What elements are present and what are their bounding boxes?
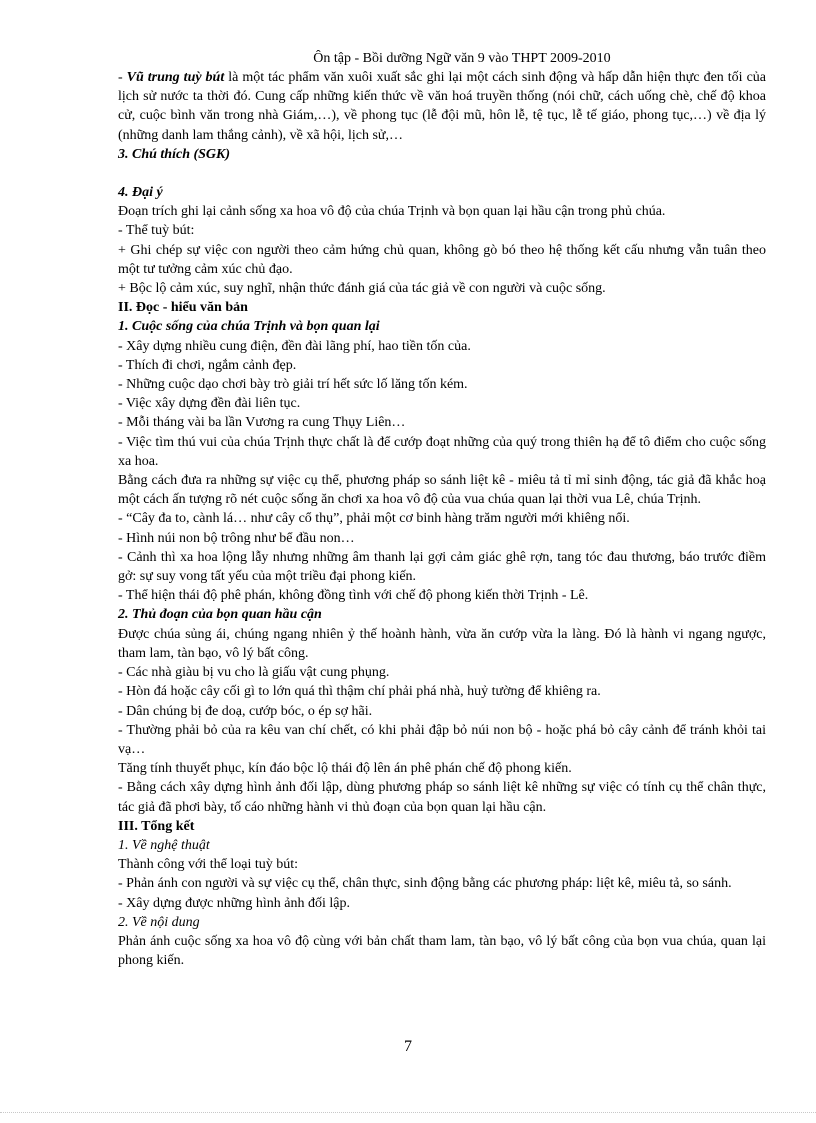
art-heading: 1. Về nghệ thuật <box>118 837 210 853</box>
section-4-line: + Ghi chép sự việc con người theo cảm hứng chủ quan, không gò bó theo hệ thống kết cấu nhưng vẫn tuân theo một tư tưởng cảm xúc chủ đạo. <box>118 242 766 277</box>
art-line: - Phản ánh con người và sự việc cụ thể, chân thực, sinh động bằng các phương pháp: liệt kê, miêu tả, so sánh. <box>118 876 732 892</box>
part-2-sub-1-line: - Xây dựng nhiều cung điện, đền đài lãng phí, hao tiền tốn của. <box>118 338 471 354</box>
part-2-sub-2-line: Được chúa sủng ái, chúng ngang nhiên ỷ thế hoành hành, vừa ăn cướp vừa la làng. Đó là hành vi ngang ngược, tham lam, tàn bạo, vô lý bất công. <box>118 626 766 661</box>
document-page <box>118 50 766 970</box>
section-4-line: + Bộc lộ cảm xúc, suy nghĩ, nhận thức đánh giá của tác giả về con người và cuộc sống. <box>118 281 606 297</box>
part-2-sub-2-line: - Dân chúng bị đe doạ, cướp bóc, o ép sợ hãi. <box>118 703 373 719</box>
content-heading: 2. Về nội dung <box>118 914 200 930</box>
blank-line <box>118 164 766 183</box>
part-2-sub-2-line: - Thường phải bỏ của ra kêu van chí chết, có khi phải đập bỏ núi non bộ - hoặc phá bỏ cây cảnh để tránh khỏi tai vạ… <box>118 722 766 757</box>
part-2-sub-1-line: - Cảnh thì xa hoa lộng lẫy nhưng những âm thanh lại gợi cảm giác ghê rợn, tang tóc đau thương, báo trước điềm gở: sự suy vong tất yếu của một triều đại phong kiến. <box>118 549 766 585</box>
part-2-sub-1-line: - Hình núi non bộ trông như bể đầu non… <box>118 530 355 546</box>
section-4-heading: 4. Đại ý <box>118 185 163 201</box>
part-2-sub-1-line: - Thích đi chơi, ngắm cảnh đẹp. <box>118 357 297 373</box>
art-line: Thành công với thể loại tuỳ bút: <box>118 857 299 873</box>
intro-text: là một tác phẩm văn xuôi xuất sắc ghi lại một cách sinh động và hấp dẫn hiện thực đen tối của lịch sử nước ta thời đó. Cung cấp những kiến thức về văn hoá truyền thống (nói chữ, cách uống chè, chế độ khoa cử, cuộc bình văn trong nhà Giám,…), về phong tục (lễ đội mũ, hôn lễ, tệ tục, lễ tế giáo, phong tục,…) về địa lý (những danh lam thắng cảnh), về xã hội, lịch sử,… <box>118 70 766 143</box>
part-2-sub-1-line: - Mỗi tháng vài ba lần Vương ra cung Thụy Liên… <box>118 415 406 431</box>
part-2-sub-1-line: Bằng cách đưa ra những sự việc cụ thể, phương pháp so sánh liệt kê - miêu tả tỉ mỉ sinh động, tác giả đã khắc hoạ một cách ấn tượng rõ nét cuộc sống ăn chơi xa hoa vô độ của vua chúa quan lại thời vua Lê, chúa Trịnh. <box>118 473 766 508</box>
section-4-line: Đoạn trích ghi lại cảnh sống xa hoa vô độ của chúa Trịnh và bọn quan lại hầu cận trong phủ chúa. <box>118 204 666 220</box>
art-line: - Xây dựng được những hình ảnh đối lập. <box>118 895 350 911</box>
section-4-line: - Thể tuỳ bút: <box>118 223 195 239</box>
part-2-sub-2-line: - Bằng cách xây dựng hình ảnh đối lập, dùng phương pháp so sánh liệt kê những sự việc có tính cụ thể chân thực, tác giả đã phơi bày, tố cáo những hành vi thủ đoạn của bọn quan lại hầu cận. <box>118 780 766 815</box>
part-2-sub-2-line: - Hòn đá hoặc cây cối gì to lớn quá thì thậm chí phải phá nhà, huỷ tường để khiêng ra. <box>118 684 601 700</box>
page-bottom-divider <box>0 1112 816 1113</box>
content-line: Phản ánh cuộc sống xa hoa vô độ cùng với bản chất tham lam, tàn bạo, vô lý bất công của bọn vua chúa, quan lại phong kiến. <box>118 933 766 969</box>
section-3-heading: 3. Chú thích (SGK) <box>118 146 231 162</box>
part-2-sub-1-heading: 1. Cuộc sống của chúa Trịnh và bọn quan lại <box>118 319 380 335</box>
intro-lead: - <box>118 70 127 85</box>
part-2-sub-1-line: - Việc tìm thú vui của chúa Trịnh thực chất là để cướp đoạt những của quý trong thiên hạ để tô điểm cho cuộc sống xa hoa. <box>118 434 766 469</box>
part-2-heading: II. Đọc - hiểu văn bản <box>118 300 248 316</box>
part-2-sub-1-line: - Những cuộc dạo chơi bày trò giải trí hết sức lố lăng tốn kém. <box>118 377 468 393</box>
part-2-sub-2-line: Tăng tính thuyết phục, kín đáo bộc lộ thái độ lên án phê phán chế độ phong kiến. <box>118 761 572 777</box>
part-3-heading: III. Tổng kết <box>118 818 195 834</box>
part-2-sub-2-heading: 2. Thủ đoạn của bọn quan hầu cận <box>118 607 322 623</box>
work-title: Vũ trung tuỳ bút <box>126 70 225 85</box>
page-header: Ôn tập - Bồi dưỡng Ngữ văn 9 vào THPT 2009-2010 <box>313 51 611 66</box>
part-2-sub-1-line: - “Cây đa to, cành lá… như cây cổ thụ”, phải một cơ binh hàng trăm người mới khiêng nổi. <box>118 511 630 527</box>
intro-paragraph <box>118 68 766 145</box>
part-2-sub-2-line: - Các nhà giàu bị vu cho là giấu vật cung phụng. <box>118 665 390 681</box>
page-number: 7 <box>404 1038 412 1055</box>
part-2-sub-1-line: - Thể hiện thái độ phê phán, không đồng tình với chế độ phong kiến thời Trịnh - Lê. <box>118 588 589 604</box>
part-2-sub-1-line: - Việc xây dựng đền đài liên tục. <box>118 396 301 412</box>
